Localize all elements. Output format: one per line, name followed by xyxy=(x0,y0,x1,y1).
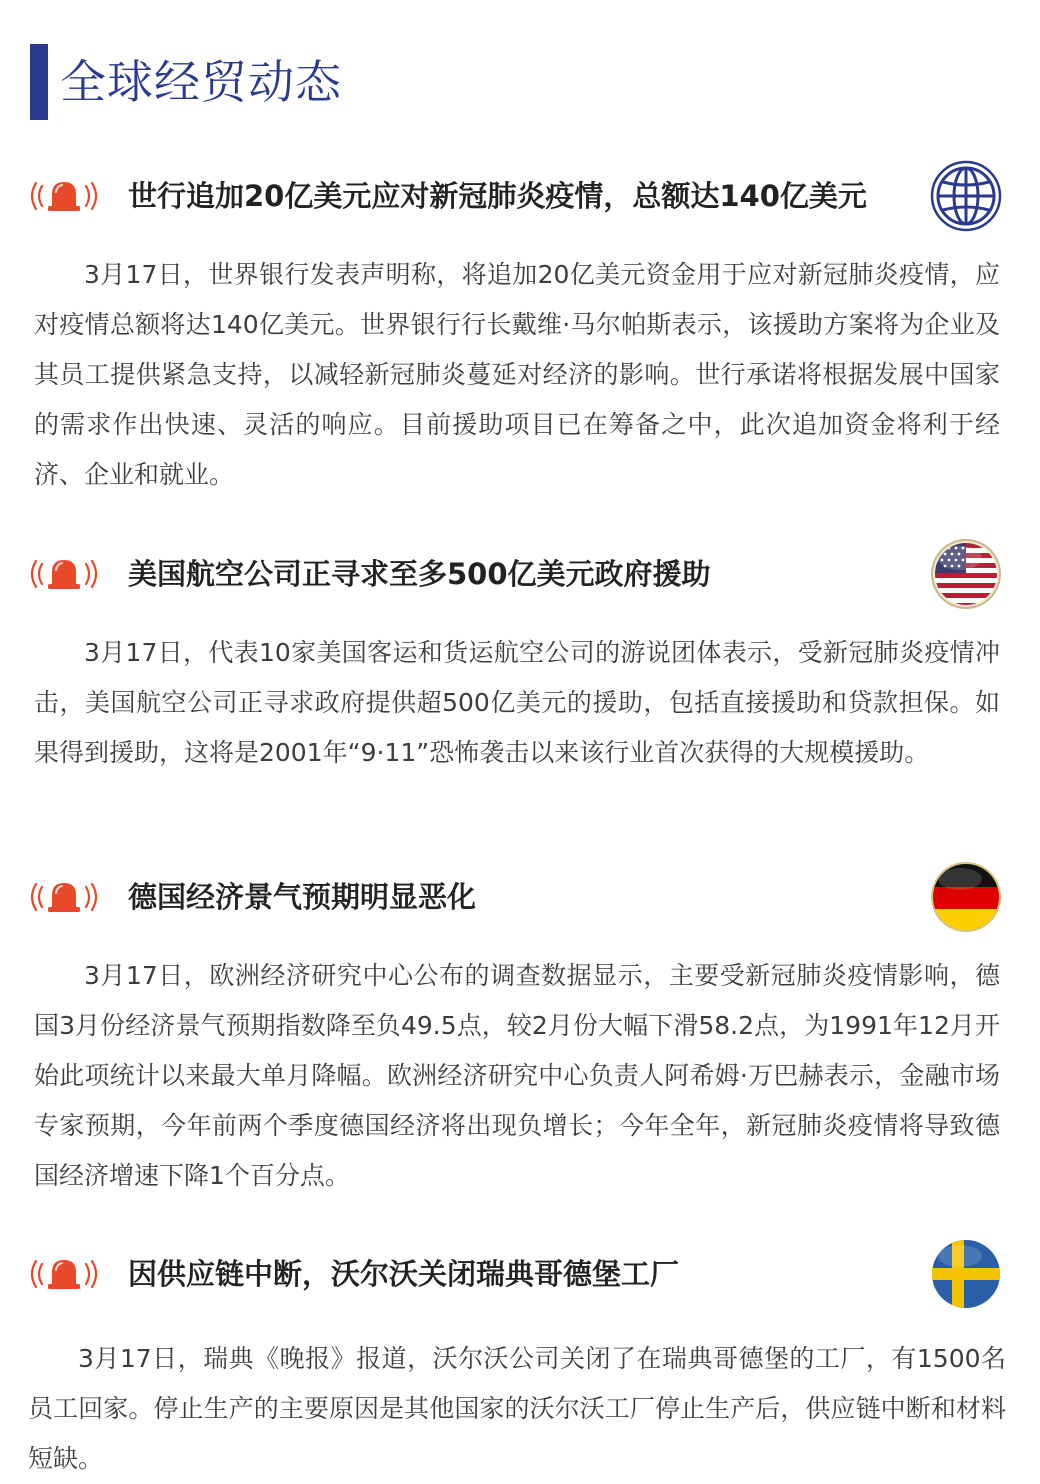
article-body: 3月17日，世界银行发表声明称，将追加20亿美元资金用于应对新冠肺炎疫情，应对疫情总额将达140亿美元。世界银行行长戴维·马尔帕斯表示，该援助方案将为企业及其员工提供紧急支持，以减轻新冠肺炎蔓延对经济的影响。世行承诺将根据发展中国家的需求作出快速、灵活的响应。目前援助项目已在筹备之中，此次追加资金将利于经济、企业和就业。 xyxy=(34,260,1000,489)
article-headline: 世行追加20亿美元应对新冠肺炎疫情，总额达140亿美元 xyxy=(128,179,867,213)
article-headline-row xyxy=(28,534,1012,614)
article-volvo-sweden xyxy=(0,1234,1040,1477)
section-accent-bar xyxy=(30,44,48,120)
alarm-bell-icon xyxy=(28,554,100,594)
article-headline: 德国经济景气预期明显恶化 xyxy=(128,880,477,914)
sweden-flag-icon xyxy=(930,1238,1002,1310)
article-headline-row xyxy=(28,156,1012,236)
section-header xyxy=(30,44,342,120)
article-us-airlines xyxy=(0,534,1040,824)
article-headline-row xyxy=(28,1234,1012,1314)
article-headline: 因供应链中断，沃尔沃关闭瑞典哥德堡工厂 xyxy=(128,1257,680,1291)
article-headline-row xyxy=(28,857,1012,937)
article-world-bank xyxy=(0,156,1040,496)
article-body: 3月17日，欧洲经济研究中心公布的调查数据显示，主要受新冠肺炎疫情影响，德国3月份经济景气预期指数降至负49.5点，较2月份大幅下滑58.2点，为1991年12月开始此项统计以来最大单月降幅。欧洲经济研究中心负责人阿希姆·万巴赫表示，金融市场专家预期，今年前两个季度德国经济将出现负增长；今年全年，新冠肺炎疫情将导致德国经济增速下降1个百分点。 xyxy=(34,961,1000,1190)
article-body: 3月17日，瑞典《晚报》报道，沃尔沃公司关闭了在瑞典哥德堡的工厂，有1500名员工回家。停止生产的主要原因是其他国家的沃尔沃工厂停止生产后，供应链中断和材料短缺。 xyxy=(28,1344,1006,1473)
article-body: 3月17日，代表10家美国客运和货运航空公司的游说团体表示，受新冠肺炎疫情冲击，美国航空公司正寻求政府提供超500亿美元的援助，包括直接援助和贷款担保。如果得到援助，这将是2001年“9·11”恐怖袭击以来该行业首次获得的大规模援助。 xyxy=(34,638,1000,767)
us-flag-icon xyxy=(930,538,1002,610)
alarm-bell-icon xyxy=(28,877,100,917)
article-headline: 美国航空公司正寻求至多500亿美元政府援助 xyxy=(128,557,711,591)
article-germany-economy xyxy=(0,857,1040,1207)
germany-flag-icon xyxy=(930,861,1002,933)
globe-icon xyxy=(930,160,1002,232)
alarm-bell-icon xyxy=(28,176,100,216)
section-title: 全球经贸动态 xyxy=(60,55,342,109)
alarm-bell-icon xyxy=(28,1254,100,1294)
